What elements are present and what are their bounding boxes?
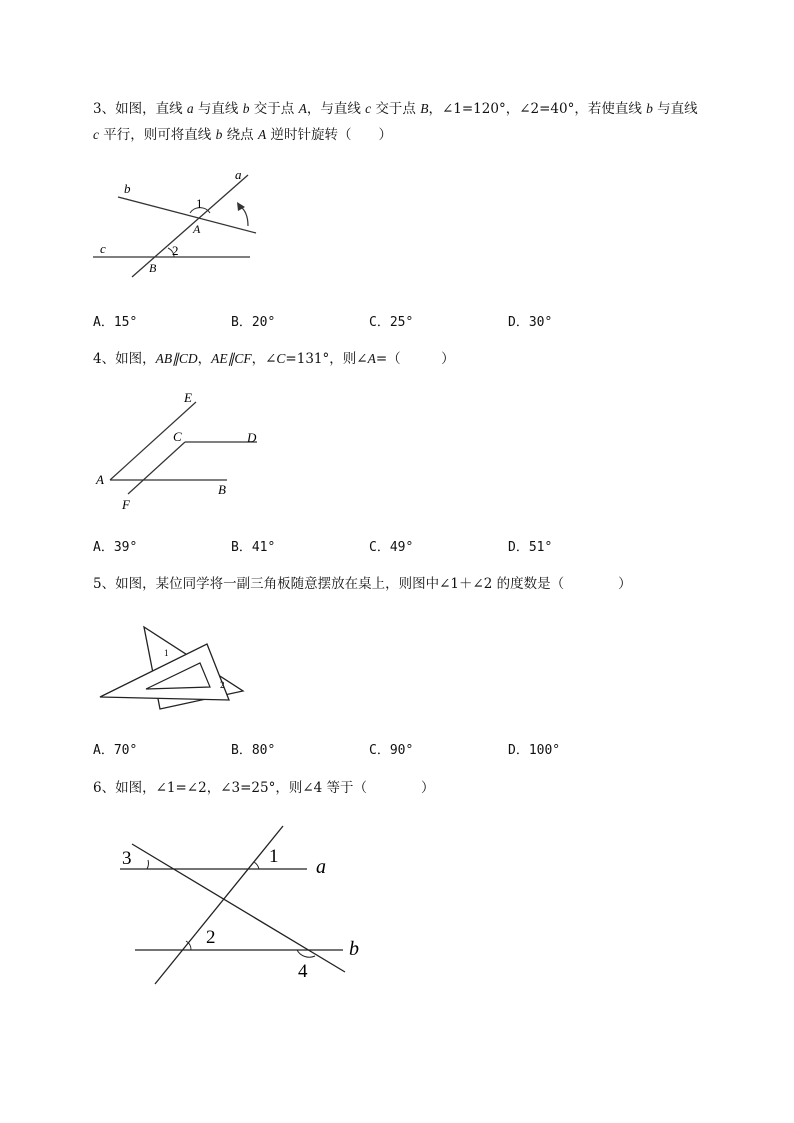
option-b[interactable]: B．41° (231, 540, 276, 555)
label-a: a (316, 856, 326, 878)
label-B: B (218, 482, 226, 497)
question-3-line-2: c 平行，则可将直线 b 绕点 A 逆时针旋转（ ） (93, 127, 392, 143)
label-c: c (100, 241, 106, 256)
label-2: 2 (220, 680, 225, 690)
question-5-stem: 5、如图，某位同学将一副三角板随意摆放在桌上，则图中∠1＋∠2 的度数是（ ） (93, 576, 632, 592)
label-E: E (184, 390, 192, 405)
label-A: A (96, 472, 104, 487)
option-c[interactable]: C．25° (369, 315, 414, 330)
option-c[interactable]: C．49° (369, 540, 414, 555)
label-2: 2 (206, 927, 216, 948)
question-3-figure (90, 160, 270, 280)
option-b[interactable]: B．20° (231, 315, 276, 330)
line-b (118, 197, 256, 233)
option-b[interactable]: B．80° (231, 743, 276, 758)
line-ae (110, 402, 196, 480)
question-3-line-1: 3、如图，直线 a 与直线 b 交于点 A，与直线 c 交于点 B，∠1=120°，∠2=40°，若使直线 b 与直线 (93, 101, 698, 117)
label-2: 2 (172, 243, 179, 258)
option-d[interactable]: D．30° (508, 315, 553, 330)
question-3-stem (93, 96, 753, 148)
label-1: 1 (164, 648, 169, 658)
line-cf (128, 442, 185, 494)
transversal-1 (155, 826, 283, 984)
label-a: a (235, 167, 242, 182)
label-B: B (149, 261, 157, 275)
question-6-figure (115, 822, 370, 990)
option-d[interactable]: D．100° (508, 743, 561, 758)
transversal-2 (132, 844, 345, 972)
angle-3-arc (147, 860, 148, 869)
label-F: F (122, 497, 130, 512)
question-5-figure (96, 620, 251, 715)
option-c[interactable]: C．90° (369, 743, 414, 758)
label-3: 3 (122, 848, 132, 869)
label-b: b (124, 181, 131, 196)
angle-1-arc (254, 862, 259, 869)
question-6-stem: 6、如图，∠1=∠2，∠3=25°，则∠4 等于（ ） (93, 780, 435, 796)
label-1: 1 (269, 846, 279, 867)
option-a[interactable]: A．15° (93, 315, 138, 330)
label-b: b (349, 938, 359, 960)
label-D: D (247, 430, 257, 445)
label-1: 1 (196, 196, 203, 211)
option-d[interactable]: D．51° (508, 540, 553, 555)
option-a[interactable]: A．70° (93, 743, 138, 758)
option-a[interactable]: A．39° (93, 540, 138, 555)
label-C: C (173, 429, 182, 444)
angle-4-arc (297, 950, 315, 957)
question-4-figure (92, 388, 267, 516)
label-4: 4 (298, 961, 308, 982)
label-A: A (193, 222, 201, 236)
question-4-stem: 4、如图，AB∥CD，AE∥CF，∠C=131°，则∠A=（ ） (93, 351, 455, 367)
